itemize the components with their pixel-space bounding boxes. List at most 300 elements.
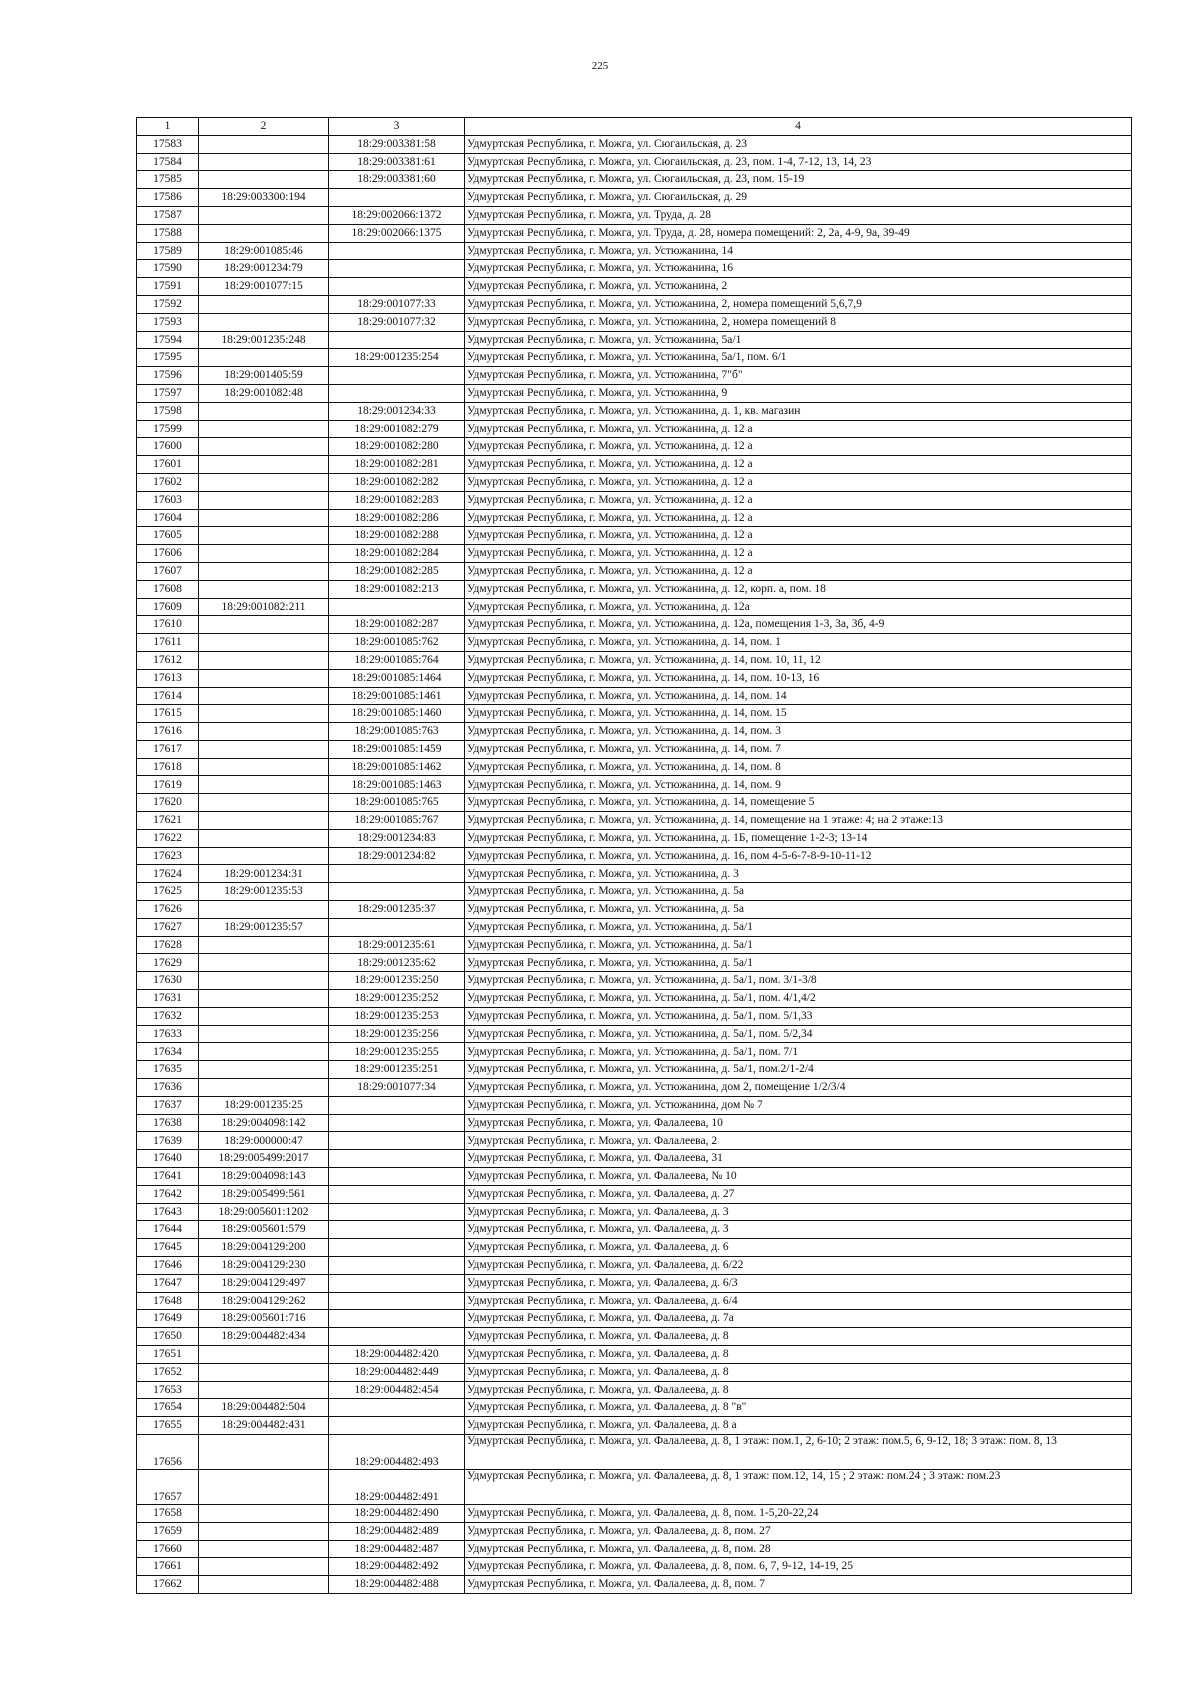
premises-cadastral-number-cell [329,1328,465,1346]
premises-cadastral-number-cell: 18:29:001085:1464 [329,669,465,687]
table-row [137,705,1132,723]
address-cell: Удмуртская Республика, г. Можга, ул. Устюжанина, д. 14, пом. 14 [465,687,1132,705]
table-row [137,865,1132,883]
land-cadastral-number-cell [199,402,329,420]
premises-cadastral-number-cell [329,331,465,349]
premises-cadastral-number-cell [329,1185,465,1203]
premises-cadastral-number-cell: 18:29:003381:58 [329,135,465,153]
premises-cadastral-number-cell: 18:29:001234:83 [329,829,465,847]
premises-cadastral-number-cell [329,865,465,883]
address-cell: Удмуртская Республика, г. Можга, ул. Устюжанина, дом 2, помещение 1/2/3/4 [465,1079,1132,1097]
table-row [137,171,1132,189]
land-cadastral-number-cell [199,295,329,313]
address-cell: Удмуртская Республика, г. Можга, ул. Устюжанина, д. 14, пом. 7 [465,740,1132,758]
premises-cadastral-number-cell: 18:29:001082:287 [329,616,465,634]
address-cell: Удмуртская Республика, г. Можга, ул. Фалалеева, д. 6/4 [465,1292,1132,1310]
header-col-2: 2 [199,118,329,136]
address-cell: Удмуртская Республика, г. Можга, ул. Устюжанина, д. 14, пом. 10, 11, 12 [465,651,1132,669]
address-cell: Удмуртская Республика, г. Можга, ул. Устюжанина, 5а/1 [465,331,1132,349]
table-row [137,384,1132,402]
row-number-cell: 17593 [137,313,199,331]
land-cadastral-number-cell [199,349,329,367]
land-cadastral-number-cell [199,651,329,669]
land-cadastral-number-cell [199,527,329,545]
table-row [137,420,1132,438]
table-row [137,1469,1132,1504]
land-cadastral-number-cell: 18:29:005601:579 [199,1221,329,1239]
table-row [137,651,1132,669]
table-row [137,1185,1132,1203]
land-cadastral-number-cell: 18:29:001235:248 [199,331,329,349]
row-number-cell: 17659 [137,1522,199,1540]
table-row [137,936,1132,954]
address-cell: Удмуртская Республика, г. Можга, ул. Фалалеева, д. 3 [465,1203,1132,1221]
premises-cadastral-number-cell: 18:29:004482:488 [329,1576,465,1594]
row-number-cell: 17645 [137,1239,199,1257]
premises-cadastral-number-cell: 18:29:002066:1372 [329,206,465,224]
table-row [137,1363,1132,1381]
table-row [137,1381,1132,1399]
premises-cadastral-number-cell [329,1150,465,1168]
row-number-cell: 17599 [137,420,199,438]
premises-cadastral-number-cell: 18:29:004482:420 [329,1345,465,1363]
table-row [137,901,1132,919]
address-cell: Удмуртская Республика, г. Можга, ул. Устюжанина, д. 5а/1, пом.2/1-2/4 [465,1061,1132,1079]
land-cadastral-number-cell: 18:29:004098:142 [199,1114,329,1132]
premises-cadastral-number-cell: 18:29:001085:765 [329,794,465,812]
premises-cadastral-number-cell: 18:29:001082:213 [329,580,465,598]
row-number-cell: 17609 [137,598,199,616]
table-row [137,562,1132,580]
table-row [137,491,1132,509]
table-row [137,1007,1132,1025]
table-row [137,1168,1132,1186]
row-number-cell: 17583 [137,135,199,153]
row-number-cell: 17613 [137,669,199,687]
land-cadastral-number-cell [199,509,329,527]
premises-cadastral-number-cell [329,1203,465,1221]
row-number-cell: 17584 [137,153,199,171]
land-cadastral-number-cell: 18:29:005499:561 [199,1185,329,1203]
land-cadastral-number-cell [199,1576,329,1594]
land-cadastral-number-cell: 18:29:001085:46 [199,242,329,260]
land-cadastral-number-cell [199,1007,329,1025]
row-number-cell: 17634 [137,1043,199,1061]
address-cell: Удмуртская Республика, г. Можга, ул. Фалалеева, д. 8, 1 этаж: пом.12, 14, 15 ; 2 этаж: пом.24 ; 3 этаж: пом.23 [465,1469,1132,1504]
land-cadastral-number-cell [199,1469,329,1504]
address-cell: Удмуртская Республика, г. Можга, ул. Фалалеева, д. 3 [465,1221,1132,1239]
land-cadastral-number-cell [199,758,329,776]
land-cadastral-number-cell: 18:29:004129:230 [199,1257,329,1275]
address-cell: Удмуртская Республика, г. Можга, ул. Фалалеева, 10 [465,1114,1132,1132]
premises-cadastral-number-cell: 18:29:001234:33 [329,402,465,420]
row-number-cell: 17585 [137,171,199,189]
land-cadastral-number-cell: 18:29:004482:431 [199,1417,329,1435]
row-number-cell: 17612 [137,651,199,669]
address-cell: Удмуртская Республика, г. Можга, ул. Устюжанина, д. 14, пом. 8 [465,758,1132,776]
address-cell: Удмуртская Республика, г. Можга, ул. Фалалеева, д. 8, пом. 1-5,20-22,24 [465,1504,1132,1522]
land-cadastral-number-cell [199,545,329,563]
address-cell: Удмуртская Республика, г. Можга, ул. Устюжанина, 16 [465,260,1132,278]
premises-cadastral-number-cell: 18:29:004482:487 [329,1540,465,1558]
land-cadastral-number-cell: 18:29:000000:47 [199,1132,329,1150]
row-number-cell: 17594 [137,331,199,349]
property-registry-table [136,117,1132,1594]
premises-cadastral-number-cell: 18:29:001235:254 [329,349,465,367]
row-number-cell: 17588 [137,224,199,242]
premises-cadastral-number-cell: 18:29:001235:61 [329,936,465,954]
land-cadastral-number-cell: 18:29:005601:1202 [199,1203,329,1221]
land-cadastral-number-cell [199,491,329,509]
row-number-cell: 17616 [137,723,199,741]
premises-cadastral-number-cell: 18:29:001235:251 [329,1061,465,1079]
land-cadastral-number-cell: 18:29:001235:25 [199,1096,329,1114]
land-cadastral-number-cell: 18:29:001234:79 [199,260,329,278]
premises-cadastral-number-cell: 18:29:001235:256 [329,1025,465,1043]
premises-cadastral-number-cell: 18:29:001085:1463 [329,776,465,794]
address-cell: Удмуртская Республика, г. Можга, ул. Сюгаильская, д. 23, пом. 1-4, 7-12, 13, 14, 23 [465,153,1132,171]
premises-cadastral-number-cell [329,367,465,385]
table-row [137,1292,1132,1310]
address-cell: Удмуртская Республика, г. Можга, ул. Устюжанина, 7"б" [465,367,1132,385]
premises-cadastral-number-cell: 18:29:001235:37 [329,901,465,919]
land-cadastral-number-cell [199,829,329,847]
row-number-cell: 17662 [137,1576,199,1594]
premises-cadastral-number-cell [329,242,465,260]
premises-cadastral-number-cell [329,1310,465,1328]
table-row [137,1114,1132,1132]
table-row [137,1274,1132,1292]
address-cell: Удмуртская Республика, г. Можга, ул. Устюжанина, д. 12 а [465,456,1132,474]
address-cell: Удмуртская Республика, г. Можга, ул. Устюжанина, д. 16, пом 4-5-6-7-8-9-10-11-12 [465,847,1132,865]
row-number-cell: 17654 [137,1399,199,1417]
land-cadastral-number-cell [199,1558,329,1576]
premises-cadastral-number-cell: 18:29:004482:449 [329,1363,465,1381]
premises-cadastral-number-cell [329,1096,465,1114]
land-cadastral-number-cell: 18:29:001235:57 [199,918,329,936]
row-number-cell: 17621 [137,812,199,830]
table-row [137,313,1132,331]
table-row [137,527,1132,545]
premises-cadastral-number-cell [329,598,465,616]
table-row [137,1540,1132,1558]
header-row [137,118,1132,136]
land-cadastral-number-cell: 18:29:004482:434 [199,1328,329,1346]
land-cadastral-number-cell [199,990,329,1008]
premises-cadastral-number-cell [329,918,465,936]
premises-cadastral-number-cell: 18:29:001082:282 [329,473,465,491]
premises-cadastral-number-cell: 18:29:001235:255 [329,1043,465,1061]
row-number-cell: 17630 [137,972,199,990]
premises-cadastral-number-cell: 18:29:001085:1461 [329,687,465,705]
row-number-cell: 17592 [137,295,199,313]
premises-cadastral-number-cell: 18:29:004482:454 [329,1381,465,1399]
table-row [137,758,1132,776]
land-cadastral-number-cell: 18:29:004129:262 [199,1292,329,1310]
row-number-cell: 17627 [137,918,199,936]
premises-cadastral-number-cell: 18:29:004482:490 [329,1504,465,1522]
premises-cadastral-number-cell [329,189,465,207]
address-cell: Удмуртская Республика, г. Можга, ул. Устюжанина, д. 12 а [465,491,1132,509]
table-row [137,456,1132,474]
address-cell: Удмуртская Республика, г. Можга, ул. Фалалеева, д. 6/3 [465,1274,1132,1292]
address-cell: Удмуртская Республика, г. Можга, ул. Устюжанина, д. 3 [465,865,1132,883]
land-cadastral-number-cell: 18:29:005601:716 [199,1310,329,1328]
land-cadastral-number-cell [199,1540,329,1558]
table-row [137,278,1132,296]
land-cadastral-number-cell [199,438,329,456]
land-cadastral-number-cell: 18:29:004098:143 [199,1168,329,1186]
row-number-cell: 17650 [137,1328,199,1346]
address-cell: Удмуртская Республика, г. Можга, ул. Фалалеева, д. 8 [465,1363,1132,1381]
table-row [137,1328,1132,1346]
premises-cadastral-number-cell: 18:29:004482:491 [329,1469,465,1504]
table-row [137,402,1132,420]
land-cadastral-number-cell [199,687,329,705]
row-number-cell: 17608 [137,580,199,598]
address-cell: Удмуртская Республика, г. Можга, ул. Устюжанина, 2, номера помещений 8 [465,313,1132,331]
premises-cadastral-number-cell [329,1257,465,1275]
address-cell: Удмуртская Республика, г. Можга, ул. Труда, д. 28, номера помещений: 2, 2а, 4-9, 9а, 39-49 [465,224,1132,242]
premises-cadastral-number-cell: 18:29:003381:61 [329,153,465,171]
row-number-cell: 17617 [137,740,199,758]
premises-cadastral-number-cell: 18:29:001085:764 [329,651,465,669]
row-number-cell: 17661 [137,1558,199,1576]
row-number-cell: 17642 [137,1185,199,1203]
address-cell: Удмуртская Республика, г. Можга, ул. Устюжанина, д. 5а/1, пом. 4/1,4/2 [465,990,1132,1008]
land-cadastral-number-cell [199,473,329,491]
table-row [137,367,1132,385]
address-cell: Удмуртская Республика, г. Можга, ул. Устюжанина, д. 5а/1, пом. 5/1,33 [465,1007,1132,1025]
table-row [137,1504,1132,1522]
row-number-cell: 17626 [137,901,199,919]
table-row [137,1558,1132,1576]
row-number-cell: 17651 [137,1345,199,1363]
row-number-cell: 17601 [137,456,199,474]
premises-cadastral-number-cell: 18:29:001082:280 [329,438,465,456]
table-row [137,1043,1132,1061]
table-row [137,260,1132,278]
table-row [137,954,1132,972]
land-cadastral-number-cell [199,206,329,224]
table-row [137,438,1132,456]
address-cell: Удмуртская Республика, г. Можга, ул. Устюжанина, 2, номера помещений 5,6,7,9 [465,295,1132,313]
row-number-cell: 17615 [137,705,199,723]
row-number-cell: 17589 [137,242,199,260]
row-number-cell: 17644 [137,1221,199,1239]
row-number-cell: 17591 [137,278,199,296]
premises-cadastral-number-cell [329,278,465,296]
row-number-cell: 17605 [137,527,199,545]
land-cadastral-number-cell [199,972,329,990]
land-cadastral-number-cell [199,634,329,652]
land-cadastral-number-cell [199,580,329,598]
premises-cadastral-number-cell: 18:29:001077:33 [329,295,465,313]
land-cadastral-number-cell [199,562,329,580]
table-row [137,295,1132,313]
row-number-cell: 17646 [137,1257,199,1275]
row-number-cell: 17639 [137,1132,199,1150]
land-cadastral-number-cell: 18:29:001077:15 [199,278,329,296]
row-number-cell: 17641 [137,1168,199,1186]
address-cell: Удмуртская Республика, г. Можга, ул. Устюжанина, д. 12 а [465,473,1132,491]
table-row [137,812,1132,830]
address-cell: Удмуртская Республика, г. Можга, ул. Устюжанина, 9 [465,384,1132,402]
table-row [137,1345,1132,1363]
land-cadastral-number-cell [199,420,329,438]
premises-cadastral-number-cell: 18:29:001082:283 [329,491,465,509]
premises-cadastral-number-cell: 18:29:001077:32 [329,313,465,331]
address-cell: Удмуртская Республика, г. Можга, ул. Устюжанина, д. 1Б, помещение 1-2-3; 13-14 [465,829,1132,847]
table-row [137,509,1132,527]
land-cadastral-number-cell [199,1363,329,1381]
premises-cadastral-number-cell: 18:29:001082:286 [329,509,465,527]
premises-cadastral-number-cell [329,1399,465,1417]
premises-cadastral-number-cell: 18:29:003381:60 [329,171,465,189]
address-cell: Удмуртская Республика, г. Можга, ул. Устюжанина, д. 12 а [465,545,1132,563]
land-cadastral-number-cell: 18:29:001405:59 [199,367,329,385]
land-cadastral-number-cell [199,705,329,723]
table-row [137,616,1132,634]
address-cell: Удмуртская Республика, г. Можга, ул. Устюжанина, д. 14, пом. 9 [465,776,1132,794]
land-cadastral-number-cell [199,1079,329,1097]
address-cell: Удмуртская Республика, г. Можга, ул. Устюжанина, д. 14, помещение 5 [465,794,1132,812]
address-cell: Удмуртская Республика, г. Можга, ул. Устюжанина, д. 1, кв. магазин [465,402,1132,420]
premises-cadastral-number-cell: 18:29:001085:762 [329,634,465,652]
land-cadastral-number-cell: 18:29:004129:200 [199,1239,329,1257]
row-number-cell: 17607 [137,562,199,580]
premises-cadastral-number-cell [329,1274,465,1292]
land-cadastral-number-cell [199,456,329,474]
premises-cadastral-number-cell: 18:29:001082:284 [329,545,465,563]
address-cell: Удмуртская Республика, г. Можга, ул. Устюжанина, д. 14, пом. 1 [465,634,1132,652]
table-row [137,1522,1132,1540]
address-cell: Удмуртская Республика, г. Можга, ул. Фалалеева, д. 8 [465,1328,1132,1346]
land-cadastral-number-cell [199,776,329,794]
table-row [137,135,1132,153]
table-row [137,847,1132,865]
page-number: 225 [591,60,609,72]
row-number-cell: 17611 [137,634,199,652]
premises-cadastral-number-cell [329,883,465,901]
premises-cadastral-number-cell: 18:29:001085:1462 [329,758,465,776]
land-cadastral-number-cell [199,171,329,189]
address-cell: Удмуртская Республика, г. Можга, ул. Фалалеева, д. 6/22 [465,1257,1132,1275]
row-number-cell: 17655 [137,1417,199,1435]
row-number-cell: 17658 [137,1504,199,1522]
premises-cadastral-number-cell: 18:29:001235:253 [329,1007,465,1025]
address-cell: Удмуртская Республика, г. Можга, ул. Устюжанина, д. 12а, помещения 1-3, 3а, 3б, 4-9 [465,616,1132,634]
row-number-cell: 17598 [137,402,199,420]
premises-cadastral-number-cell: 18:29:001085:1459 [329,740,465,758]
address-cell: Удмуртская Республика, г. Можга, ул. Устюжанина, д. 12 а [465,562,1132,580]
land-cadastral-number-cell [199,153,329,171]
address-cell: Удмуртская Республика, г. Можга, ул. Устюжанина, д. 12а [465,598,1132,616]
row-number-cell: 17595 [137,349,199,367]
row-number-cell: 17586 [137,189,199,207]
row-number-cell: 17623 [137,847,199,865]
address-cell: Удмуртская Республика, г. Можга, ул. Труда, д. 28 [465,206,1132,224]
address-cell: Удмуртская Республика, г. Можга, ул. Фалалеева, д. 8, 1 этаж: пом.1, 2, 6-10; 2 этаж: пом.5, 6, 9-12, 18; 3 этаж: пом. 8, 13 [465,1434,1132,1469]
premises-cadastral-number-cell: 18:29:001235:62 [329,954,465,972]
premises-cadastral-number-cell: 18:29:002066:1375 [329,224,465,242]
row-number-cell: 17624 [137,865,199,883]
row-number-cell: 17652 [137,1363,199,1381]
row-number-cell: 17614 [137,687,199,705]
table-row [137,1096,1132,1114]
row-number-cell: 17660 [137,1540,199,1558]
address-cell: Удмуртская Республика, г. Можга, ул. Фалалеева, д. 8 "в" [465,1399,1132,1417]
address-cell: Удмуртская Республика, г. Можга, ул. Фалалеева, д. 8 [465,1345,1132,1363]
address-cell: Удмуртская Республика, г. Можга, ул. Устюжанина, д. 5а [465,901,1132,919]
land-cadastral-number-cell [199,1043,329,1061]
row-number-cell: 17600 [137,438,199,456]
table-row [137,598,1132,616]
row-number-cell: 17625 [137,883,199,901]
land-cadastral-number-cell [199,954,329,972]
row-number-cell: 17619 [137,776,199,794]
premises-cadastral-number-cell [329,1292,465,1310]
table-row [137,990,1132,1008]
address-cell: Удмуртская Республика, г. Можга, ул. Устюжанина, д. 14, пом. 15 [465,705,1132,723]
land-cadastral-number-cell [199,794,329,812]
land-cadastral-number-cell [199,723,329,741]
land-cadastral-number-cell: 18:29:004482:504 [199,1399,329,1417]
land-cadastral-number-cell: 18:29:005499:2017 [199,1150,329,1168]
row-number-cell: 17610 [137,616,199,634]
address-cell: Удмуртская Республика, г. Можга, ул. Фалалеева, 2 [465,1132,1132,1150]
premises-cadastral-number-cell [329,1239,465,1257]
table-row [137,883,1132,901]
table-row [137,206,1132,224]
land-cadastral-number-cell: 18:29:001235:53 [199,883,329,901]
address-cell: Удмуртская Республика, г. Можга, ул. Устюжанина, д. 12 а [465,527,1132,545]
address-cell: Удмуртская Республика, г. Можга, ул. Фалалеева, д. 6 [465,1239,1132,1257]
premises-cadastral-number-cell: 18:29:001085:1460 [329,705,465,723]
land-cadastral-number-cell: 18:29:001082:211 [199,598,329,616]
table-row [137,1417,1132,1435]
table-row [137,1310,1132,1328]
address-cell: Удмуртская Республика, г. Можга, ул. Фалалеева, № 10 [465,1168,1132,1186]
address-cell: Удмуртская Республика, г. Можга, ул. Устюжанина, д. 12 а [465,420,1132,438]
address-cell: Удмуртская Республика, г. Можга, ул. Устюжанина, д. 5а/1 [465,954,1132,972]
address-cell: Удмуртская Республика, г. Можга, ул. Устюжанина, д. 14, пом. 10-13, 16 [465,669,1132,687]
premises-cadastral-number-cell: 18:29:001234:82 [329,847,465,865]
premises-cadastral-number-cell: 18:29:001077:34 [329,1079,465,1097]
row-number-cell: 17638 [137,1114,199,1132]
land-cadastral-number-cell [199,936,329,954]
land-cadastral-number-cell: 18:29:003300:194 [199,189,329,207]
row-number-cell: 17628 [137,936,199,954]
land-cadastral-number-cell [199,847,329,865]
premises-cadastral-number-cell: 18:29:001235:252 [329,990,465,1008]
address-cell: Удмуртская Республика, г. Можга, ул. Устюжанина, д. 12 а [465,438,1132,456]
table-row [137,723,1132,741]
premises-cadastral-number-cell: 18:29:001082:281 [329,456,465,474]
premises-cadastral-number-cell [329,260,465,278]
table-row [137,1079,1132,1097]
address-cell: Удмуртская Республика, г. Можга, ул. Устюжанина, д. 5а/1, пом. 7/1 [465,1043,1132,1061]
land-cadastral-number-cell [199,1522,329,1540]
table-row [137,349,1132,367]
table-row [137,1150,1132,1168]
land-cadastral-number-cell [199,669,329,687]
row-number-cell: 17597 [137,384,199,402]
land-cadastral-number-cell [199,313,329,331]
address-cell: Удмуртская Республика, г. Можга, ул. Устюжанина, 5а/1, пом. 6/1 [465,349,1132,367]
row-number-cell: 17603 [137,491,199,509]
row-number-cell: 17596 [137,367,199,385]
